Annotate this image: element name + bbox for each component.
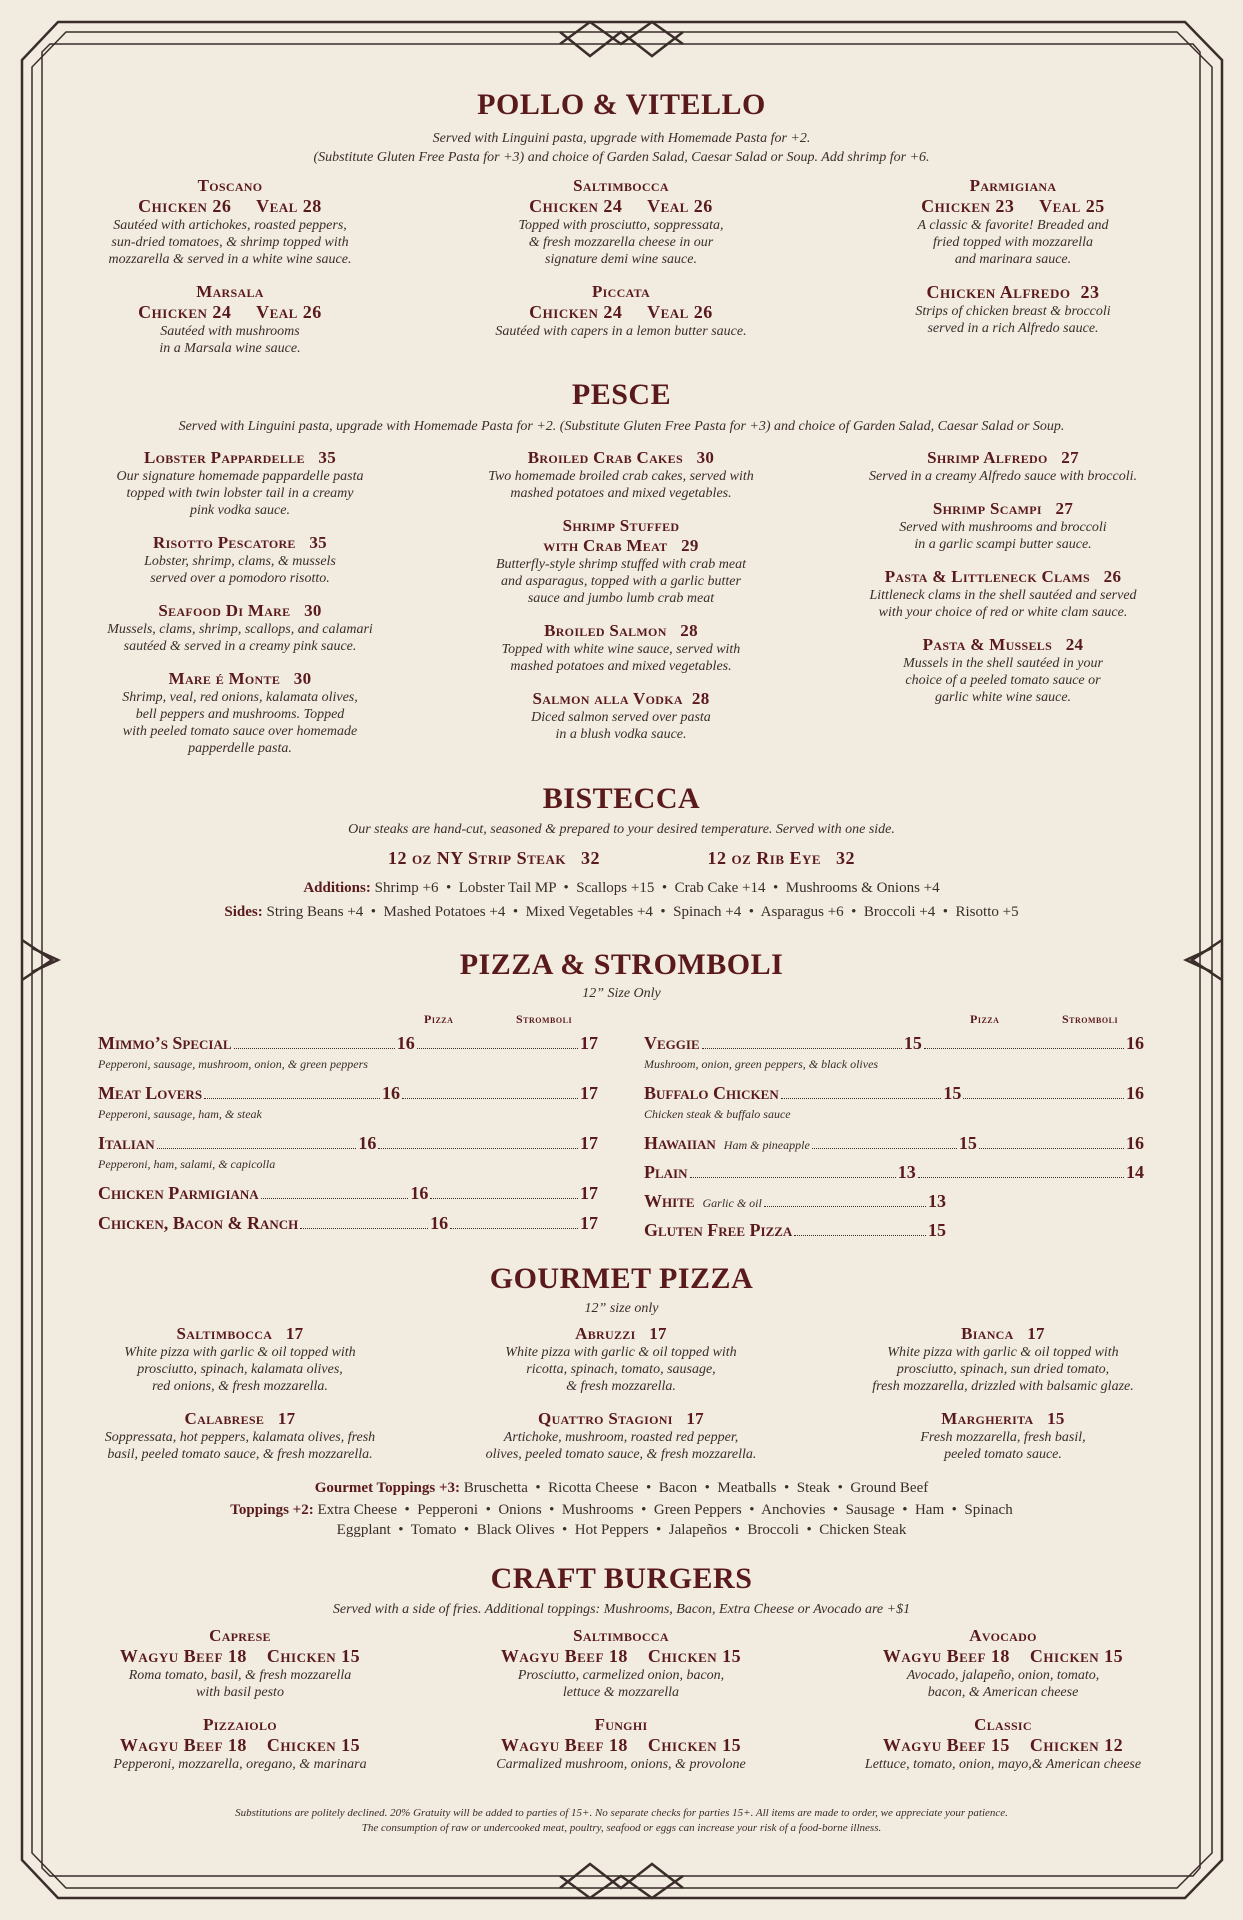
menu-item (70, 176, 390, 268)
menu-item (853, 282, 1173, 337)
menu-item (833, 1715, 1173, 1773)
item-name: Salmon alla Vodka 28 (532, 689, 710, 708)
gourmet-col-2 (451, 1324, 791, 1477)
menu-item (70, 1409, 410, 1463)
pizza-row (98, 1083, 598, 1104)
dot-leader (417, 1048, 578, 1049)
item-desc: White pizza with garlic & oil topped with prosciutto, spinach, kalamata olives, red onions, & fresh mozzarella. (124, 1345, 356, 1394)
item-name: Shrimp Scampi 27 (932, 499, 1074, 518)
menu-item (853, 176, 1173, 268)
pizza-name: Mimmo’s Special (98, 1033, 232, 1053)
item-name: Saltimbocca (573, 1626, 669, 1645)
pizza-name: Chicken, Bacon & Ranch (98, 1213, 299, 1233)
pizza-row (644, 1033, 1144, 1054)
pizza-price: 16 (396, 1033, 415, 1053)
item-desc: Pepperoni, mozzarella, oregano, & marinara (113, 1757, 367, 1772)
item-desc: Our signature homemade pappardelle pasta topped with twin lobster tail in a creamy pink vodka sauce. (116, 469, 364, 518)
item-desc: A classic & favorite! Breaded and fried topped with mozzarella and marinara sauce. (917, 218, 1109, 267)
item-name: Seafood Di Mare 30 (158, 601, 322, 620)
pizza-note: 12” Size Only (582, 986, 661, 1001)
item-price: Chicken 23 Veal 25 (921, 196, 1105, 216)
dot-leader (234, 1048, 395, 1049)
pollo-note-2: (Substitute Gluten Free Pasta for +3) and choice of Garden Salad, Caesar Salad or Soup. Add shrimp for +6. (313, 150, 930, 165)
section-title-bistecca: BISTECCA (542, 782, 701, 815)
menu-item (451, 689, 791, 743)
dot-leader (794, 1235, 926, 1236)
pizza-sub: Chicken steak & buffalo sauce (644, 1107, 791, 1121)
burgers-col-1 (70, 1626, 410, 1787)
sides-row (70, 904, 1173, 921)
pizza-price: 16 (382, 1083, 401, 1103)
item-price: Chicken 26 Veal 28 (138, 196, 322, 216)
menu-item (451, 516, 791, 607)
pizza-name: White (644, 1191, 695, 1211)
pizza-price: 15 (903, 1033, 922, 1053)
menu-item (70, 1715, 410, 1773)
steak-rib-eye: 12 oz Rib Eye 32 (707, 848, 856, 868)
burgers-col-3 (833, 1626, 1173, 1787)
pizza-row (98, 1033, 598, 1054)
pollo-col-1 (70, 176, 390, 371)
item-desc: Roma tomato, basil, & fresh mozzarella with basil pesto (128, 1668, 352, 1700)
dot-leader (963, 1098, 1124, 1099)
item-name: Pizzaiolo (203, 1715, 277, 1734)
item-name: Pasta & Mussels 24 (922, 635, 1084, 654)
item-name: Abruzzi 17 (575, 1324, 667, 1343)
section-title-burgers: CRAFT BURGERS (490, 1562, 753, 1595)
item-price: Wagyu Beef 18 Chicken 15 (500, 1646, 742, 1666)
pizza-name: Hawaiian (644, 1133, 716, 1153)
pizza-row (98, 1213, 598, 1234)
steak-row (70, 848, 1173, 869)
menu-item (70, 669, 410, 757)
item-name: Lobster Pappardelle 35 (143, 448, 337, 467)
item-desc: Butterfly-style shrimp stuffed with crab meat and asparagus, topped with a garlic butter sauce and jumbo lumb crab meat (495, 557, 747, 606)
section-title-pizza: PIZZA & STROMBOLI (459, 948, 784, 981)
additions-row (70, 880, 1173, 897)
item-desc: White pizza with garlic & oil topped with ricotta, spinach, tomato, sausage, & fresh mozzarella. (505, 1345, 737, 1394)
item-desc: Mussels, clams, shrimp, scallops, and calamari sautéed & served in a creamy pink sauce. (107, 622, 373, 654)
item-desc: Carmalized mushroom, onions, & provolone (496, 1757, 746, 1772)
item-name: Risotto Pescatore 35 (153, 533, 327, 552)
item-price: Wagyu Beef 15 Chicken 12 (882, 1735, 1124, 1755)
item-price: Wagyu Beef 18 Chicken 15 (882, 1646, 1124, 1666)
pizza-price: 16 (430, 1213, 449, 1233)
menu-item (833, 1409, 1173, 1463)
gourmet-toppings-list: Bruschetta • Ricotta Cheese • Bacon • Meatballs • Steak • Ground Beef (463, 1480, 929, 1496)
sides-list: String Beans +4 • Mashed Potatoes +4 • Mixed Vegetables +4 • Spinach +4 • Asparagus +6 • Broccoli +4 • Risotto +5 (266, 904, 1019, 920)
dot-leader (300, 1228, 428, 1229)
menu-item (451, 1409, 791, 1463)
menu-item (70, 1626, 410, 1701)
pizza-row (98, 1133, 598, 1154)
pizza-row (98, 1183, 598, 1204)
menu-item (451, 621, 791, 675)
dot-leader (450, 1228, 578, 1229)
menu-item (833, 1324, 1173, 1395)
toppings-row-2 (70, 1522, 1173, 1539)
item-name: Piccata (591, 282, 651, 301)
item-desc: Strips of chicken breast & broccoli served in a rich Alfredo sauce. (915, 304, 1111, 336)
item-name: Bianca 17 (961, 1324, 1045, 1343)
item-name: Broiled Crab Cakes 30 (527, 448, 715, 467)
item-name: Avocado (969, 1626, 1037, 1645)
menu-item (833, 499, 1173, 553)
pizza-row (644, 1133, 1144, 1154)
pollo-col-3 (853, 176, 1173, 351)
pizza-price: 13 (897, 1162, 916, 1182)
pizza-name: Gluten Free Pizza (644, 1220, 793, 1240)
toppings-list-1: Extra Cheese • Pepperoni • Onions • Mushrooms • Green Peppers • Anchovies • Sausage • Ham • Spinach (317, 1502, 1013, 1518)
hdr-stromboli-right: Stromboli (1062, 1012, 1119, 1026)
menu-item (833, 635, 1173, 706)
pesce-col-3 (833, 448, 1173, 720)
item-desc: Artichoke, mushroom, roasted red pepper, olives, peeled tomato sauce, & fresh mozzarella. (485, 1430, 757, 1462)
pizza-name: Plain (644, 1162, 688, 1182)
item-price: Wagyu Beef 18 Chicken 15 (119, 1646, 361, 1666)
pizza-price: 15 (958, 1133, 977, 1153)
stromboli-price: 16 (1126, 1033, 1144, 1053)
item-name: Marsala (196, 282, 264, 301)
item-name: Broiled Salmon 28 (544, 621, 698, 640)
item-name: Chicken Alfredo 23 (926, 282, 1100, 302)
pizza-price: 16 (410, 1183, 429, 1203)
pizza-row (644, 1162, 1144, 1183)
item-name: Toscano (197, 176, 263, 195)
item-desc: Topped with white wine sauce, served with mashed potatoes and mixed vegetables. (501, 642, 741, 674)
dot-leader (690, 1177, 896, 1178)
pizza-name: Meat Lovers (98, 1083, 203, 1103)
item-desc: Served in a creamy Alfredo sauce with broccoli. (868, 469, 1137, 484)
item-price: Chicken 24 Veal 26 (529, 302, 713, 322)
item-price: Wagyu Beef 18 Chicken 15 (500, 1735, 742, 1755)
stromboli-price: 16 (1126, 1133, 1145, 1153)
pesce-col-1 (70, 448, 410, 771)
item-name: Funghi (594, 1715, 648, 1734)
menu-item (70, 282, 390, 357)
dot-leader (812, 1148, 957, 1149)
item-desc: Avocado, jalapeño, onion, tomato, bacon, & American cheese (906, 1668, 1100, 1700)
stromboli-price: 17 (580, 1083, 598, 1103)
item-desc: Shrimp, veal, red onions, kalamata olives, bell peppers and mushrooms. Topped with peeled tomato sauce over homemade papperdelle pasta. (122, 690, 358, 756)
burgers-note: Served with a side of fries. Additional toppings: Mushrooms, Bacon, Extra Cheese or Avocado are +$1 (332, 1602, 911, 1617)
item-price: Chicken 24 Veal 26 (138, 302, 322, 322)
stromboli-price: 17 (580, 1033, 598, 1053)
menu-item (70, 448, 410, 519)
sides-label: Sides: (224, 904, 263, 920)
dot-leader (702, 1048, 902, 1049)
pizza-sub: Pepperoni, ham, salami, & capicolla (98, 1157, 276, 1171)
dot-leader (918, 1177, 1124, 1178)
section-title-pesce: PESCE (571, 378, 672, 411)
gourmet-col-3 (833, 1324, 1173, 1477)
pizza-inline-desc: Ham & pineapple (723, 1138, 810, 1152)
gourmet-note: 12” size only (584, 1301, 659, 1316)
hdr-pizza-left: Pizza (424, 1012, 454, 1026)
footer-notice (70, 1806, 1173, 1836)
item-desc: Topped with prosciutto, soppressata, & fresh mozzarella cheese in our signature demi wine sauce. (518, 218, 724, 267)
bistecca-note: Our steaks are hand-cut, seasoned & prepared to your desired temperature. Served with one side. (348, 822, 895, 837)
dot-leader (261, 1198, 409, 1199)
item-name: Shrimp Stuffed (562, 516, 680, 535)
toppings-label: Toppings +2: (230, 1502, 314, 1518)
menu-item (461, 282, 781, 340)
dot-leader (924, 1048, 1124, 1049)
pizza-price: 13 (928, 1191, 946, 1211)
stromboli-price: 17 (580, 1133, 599, 1153)
dot-leader (402, 1098, 578, 1099)
gourmet-col-1 (70, 1324, 410, 1477)
item-name: Calabrese 17 (184, 1409, 296, 1428)
menu-item (833, 567, 1173, 621)
dot-leader (157, 1148, 357, 1149)
menu-item (70, 533, 410, 587)
item-name: Shrimp Alfredo 27 (927, 448, 1079, 467)
dot-leader (204, 1098, 380, 1099)
stromboli-price: 16 (1126, 1083, 1144, 1103)
pesce-note: Served with Linguini pasta, upgrade with Homemade Pasta for +2. (Substitute Gluten Free Pasta for +3) and choice of Garden Salad, Caesar Salad or Soup. (178, 419, 1065, 434)
dot-leader (430, 1198, 578, 1199)
menu-item (451, 1324, 791, 1395)
pesce-col-2 (451, 448, 791, 757)
menu-item (70, 601, 410, 655)
item-desc: Lettuce, tomato, onion, mayo,& American cheese (864, 1757, 1142, 1772)
item-name: Saltimbocca (573, 176, 669, 195)
item-desc: Prosciutto, carmelized onion, bacon, lettuce & mozzarella (517, 1668, 725, 1700)
pizza-name: Chicken Parmigiana (98, 1183, 259, 1203)
pizza-price: 15 (928, 1220, 946, 1240)
menu-item (451, 1626, 791, 1701)
item-desc: Two homemade broiled crab cakes, served with mashed potatoes and mixed vegetables. (488, 469, 754, 501)
pizza-row (644, 1083, 1144, 1104)
dot-leader (378, 1148, 578, 1149)
item-desc: Sautéed with capers in a lemon butter sauce. (495, 324, 747, 339)
pollo-col-2 (461, 176, 781, 354)
additions-list: Shrimp +6 • Lobster Tail MP • Scallops +15 • Crab Cake +14 • Mushrooms & Onions +4 (374, 880, 940, 896)
toppings-row (70, 1502, 1173, 1519)
stromboli-price: 17 (580, 1183, 599, 1203)
item-desc: Mussels in the shell sautéed in your choice of a peeled tomato sauce or garlic white wine sauce. (903, 656, 1103, 705)
item-name: Caprese (209, 1626, 271, 1645)
dot-leader (781, 1098, 942, 1099)
item-name: Pasta & Littleneck Clams 26 (884, 567, 1122, 586)
section-title-gourmet: GOURMET PIZZA (489, 1262, 754, 1295)
steak-ny-strip: 12 oz NY Strip Steak 32 (387, 848, 600, 868)
menu-item (451, 448, 791, 502)
item-desc: Sautéed with artichokes, roasted peppers, sun-dried tomatoes, & shrimp topped with mozzarella & served in a white wine sauce. (108, 218, 352, 267)
item-desc: Littleneck clams in the shell sautéed and served with your choice of red or white clam sauce. (869, 588, 1137, 620)
item-name: Margherita 15 (941, 1409, 1065, 1428)
gourmet-toppings-label: Gourmet Toppings +3: (314, 1480, 460, 1496)
hdr-stromboli-left: Stromboli (516, 1012, 573, 1026)
pizza-sub: Pepperoni, sausage, mushroom, onion, & green peppers (98, 1057, 368, 1071)
pizza-price: 16 (358, 1133, 377, 1153)
stromboli-price: 17 (580, 1213, 598, 1233)
item-name: Mare é Monte 30 (168, 669, 312, 688)
item-name: Parmigiana (969, 176, 1057, 195)
item-name: Quattro Stagioni 17 (538, 1409, 704, 1428)
item-desc: Served with mushrooms and broccoli in a garlic scampi butter sauce. (899, 520, 1107, 552)
menu-item (70, 1324, 410, 1395)
toppings-list-2: Eggplant • Tomato • Black Olives • Hot Peppers • Jalapeños • Broccoli • Chicken Steak (336, 1522, 907, 1538)
pollo-note-1: Served with Linguini pasta, upgrade with Homemade Pasta for +2. (432, 131, 811, 146)
stromboli-price: 14 (1126, 1162, 1145, 1182)
pizza-row (644, 1191, 946, 1212)
pizza-row (644, 1220, 946, 1241)
item-name: Saltimbocca 17 (176, 1324, 304, 1343)
item-desc: White pizza with garlic & oil topped with prosciutto, spinach, sun dried tomato, fresh mozzarella, drizzled with balsamic glaze. (872, 1345, 1134, 1394)
footer-line-1: Substitutions are politely declined. 20% Gratuity will be added to parties of 15+. No separate checks for parties 15+. All items are made to order, we appreciate your patience. (235, 1807, 1008, 1819)
additions-label: Additions: (303, 880, 371, 896)
item-name: Classic (974, 1715, 1032, 1734)
hdr-pizza-right: Pizza (970, 1012, 1000, 1026)
menu-item (451, 1715, 791, 1773)
section-title-pollo: POLLO & VITELLO (477, 88, 766, 121)
gourmet-toppings-row (70, 1480, 1173, 1497)
pizza-inline-desc: Garlic & oil (702, 1196, 762, 1210)
menu-item (833, 1626, 1173, 1701)
menu-content (70, 0, 1173, 1920)
menu-item (833, 448, 1173, 485)
pizza-name: Buffalo Chicken (644, 1083, 779, 1103)
pizza-name: Italian (98, 1133, 155, 1153)
pizza-price: 15 (943, 1083, 962, 1103)
pizza-name: Veggie (644, 1033, 700, 1053)
item-desc: Soppressata, hot peppers, kalamata olives, fresh basil, peeled tomato sauce, & fresh mozzarella. (104, 1430, 376, 1462)
item-price: Chicken 24 Veal 26 (529, 196, 713, 216)
dot-leader (764, 1206, 926, 1207)
item-desc: Diced salmon served over pasta in a blush vodka sauce. (531, 710, 711, 742)
item-desc: Sautéed with mushrooms in a Marsala wine sauce. (159, 324, 301, 356)
item-desc: Fresh mozzarella, fresh basil, peeled tomato sauce. (920, 1430, 1086, 1462)
menu-item (461, 176, 781, 268)
burgers-col-2 (451, 1626, 791, 1787)
dot-leader (979, 1148, 1124, 1149)
item-price: Wagyu Beef 18 Chicken 15 (119, 1735, 361, 1755)
footer-line-2: The consumption of raw or undercooked meat, poultry, seafood or eggs can increase your risk of a food-borne illness. (361, 1822, 882, 1834)
pizza-sub: Pepperoni, sausage, ham, & steak (98, 1107, 262, 1121)
item-desc: Lobster, shrimp, clams, & mussels served over a pomodoro risotto. (144, 554, 336, 586)
item-name-line-2: with Crab Meat 29 (543, 536, 699, 555)
pizza-sub: Mushroom, onion, green peppers, & black olives (644, 1057, 879, 1071)
